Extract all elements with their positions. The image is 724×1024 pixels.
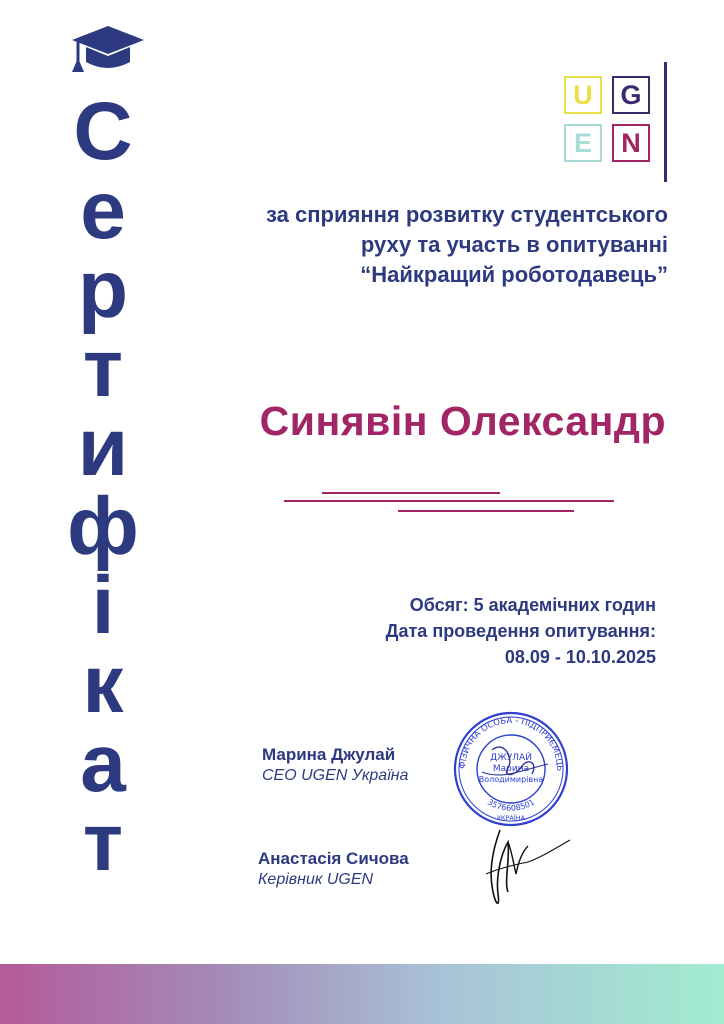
survey-date-value: 08.09 - 10.10.2025 [504,647,656,667]
title-letter: и [77,402,129,493]
title-letter: ф [67,481,139,572]
subtitle-line: руху та участь в опитуванні [360,232,668,257]
signatory-name: Анастасія Сичова [258,849,409,868]
title-letter: т [82,323,124,414]
certificate-subtitle [148,200,668,290]
title-letter: С [73,86,133,177]
signatory-role: Керівник UGEN [258,871,374,888]
title-letter: к [82,639,124,730]
logo-letter-u: U [564,76,602,114]
title-letter: р [77,244,129,335]
subtitle-line: “Найкращий роботодавець” [360,262,668,287]
signatory-2 [258,848,409,890]
decorative-rule [322,492,500,494]
vertical-certificate-title [62,86,144,888]
svg-text:3576608501 [486,797,536,812]
recipient-name: Синявін Олександр [259,398,666,444]
ugen-logo [564,76,654,162]
logo-divider [664,62,667,182]
stamp-line: Володимирівна [478,775,544,784]
title-letter: е [80,165,126,256]
survey-date-label: Дата проведення опитування: [385,621,656,641]
graduation-cap-icon [68,20,146,76]
official-stamp [452,710,570,828]
stamp-outer-text: ФІЗИЧНА ОСОБА - ПІДПРИЄМЕЦЬ [457,715,565,772]
subtitle-line: за сприяння розвитку студентського [266,202,668,227]
signatory-1 [262,744,408,786]
logo-letter-g: G [612,76,650,114]
stamp-code: 3576608501 [485,797,537,813]
signatory-role: CEO UGEN Україна [262,767,409,784]
course-info [176,592,656,670]
handwritten-signature [478,822,574,914]
decorative-rule [398,510,574,512]
title-letter: а [80,718,126,809]
logo-letter-e: E [564,124,602,162]
stamp-line: Марина [492,764,530,774]
logo-letter-n: N [612,124,650,162]
decorative-rule [284,500,614,502]
bottom-gradient-band [0,964,724,1024]
title-letter: т [82,797,124,888]
volume-text: Обсяг: 5 академічних годин [409,595,656,615]
signatory-name: Марина Джулай [262,745,396,764]
stamp-line: ДЖУЛАЙ [490,753,532,763]
stamp-country: УКРАЇНА [496,814,526,822]
title-letter: і [91,560,115,651]
